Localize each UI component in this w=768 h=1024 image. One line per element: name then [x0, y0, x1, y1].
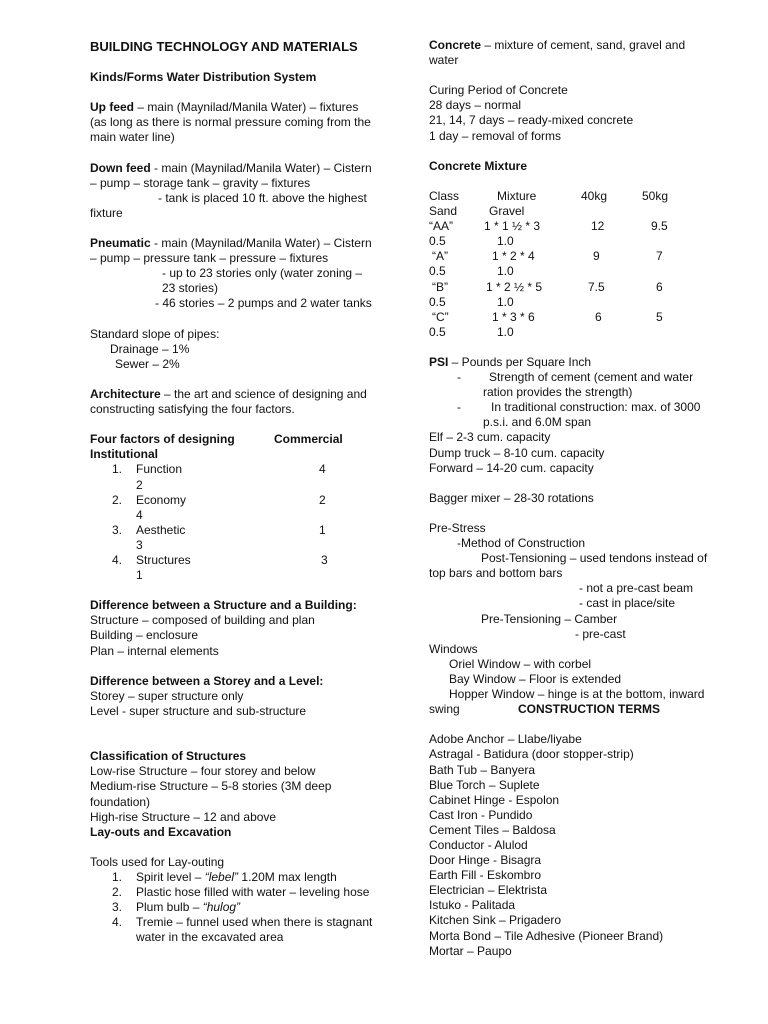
list-item: 4. Structures 3 [112, 553, 328, 567]
post-tensioning-cont: top bars and bottom bars [429, 566, 563, 581]
mixture-header-row [429, 189, 729, 204]
psi-bullet-2: - In traditional construction: max. of 3000 [457, 400, 701, 415]
list-item: 3. Plum bulb – “hulog” [112, 900, 241, 915]
upfeed-line-2: (as long as there is normal pressure coming from the [90, 115, 371, 130]
mixture-header-class: Class [429, 188, 460, 203]
list-item: 4. Tremie – funnel used when there is stagnant [112, 915, 373, 930]
layouts-heading: Lay-outs and Excavation [90, 824, 232, 839]
capacity-line-1: Elf – 2-3 cum. capacity [429, 430, 551, 445]
list-item: Conductor - Alulod [429, 837, 528, 852]
curing-heading: Curing Period of Concrete [429, 83, 568, 98]
list-item: 2. Plastic hose filled with water – leveling hose [112, 885, 370, 900]
curing-line-4: 1 day – removal of forms [429, 128, 562, 143]
psi-bullet-2-cont: p.s.i. and 6.0M span [483, 415, 592, 430]
list-item: Cement Tiles – Baldosa [429, 822, 556, 837]
construction-terms-list [429, 732, 729, 958]
construction-terms-heading: CONSTRUCTION TERMS [518, 702, 660, 717]
tools-heading: Tools used for Lay-outing [90, 854, 225, 869]
diff2-line-1: Storey – super structure only [90, 688, 244, 703]
concrete-line-2: water [429, 53, 459, 68]
concrete-line: Concrete – mixture of cement, sand, gravel and [429, 38, 686, 52]
curing-line-3: 21, 14, 7 days – ready-mixed concrete [429, 113, 634, 128]
upfeed-line: Up feed – main (Maynilad/Manila Water) – fixtures [90, 100, 359, 115]
mixture-header-row-2 [429, 204, 729, 219]
list-item: Adobe Anchor – Llabe/liyabe [429, 732, 582, 747]
factors-institutional: Institutional [90, 447, 158, 462]
kinds-heading: Kinds/Forms Water Distribution System [90, 70, 317, 84]
mixture-header-sand: Sand [429, 204, 458, 219]
prestress-note-3: - pre-cast [575, 626, 626, 641]
mixture-header-mixture: Mixture [497, 188, 537, 203]
classification-line-1: Low-rise Structure – four storey and below [90, 764, 316, 779]
list-item: 3. Aesthetic 1 [112, 522, 326, 537]
windows-bay: Bay Window – Floor is extended [449, 671, 622, 686]
diff1-line-2: Building – enclosure [90, 628, 199, 643]
windows-heading: Windows [429, 641, 478, 656]
list-item: Kitchen Sink – Prigadero [429, 913, 562, 928]
pneumatic-line-5: - 46 stories – 2 pumps and 2 water tanks [155, 296, 372, 311]
list-item: Astragal - Batidura (door stopper-strip) [429, 747, 634, 762]
table-row: “AA” 1 * 1 ½ * 3 12 9.5 [429, 219, 668, 234]
list-item: Electrician – Elektrista [429, 883, 548, 898]
list-item: Cabinet Hinge - Espolon [429, 792, 560, 807]
downfeed-line-3: - tank is placed 10 ft. above the highest [158, 190, 367, 205]
list-item: Morta Bond – Tile Adhesive (Pioneer Brand) [429, 928, 664, 943]
psi-bullet-1-cont: ration provides the strength) [483, 385, 633, 400]
list-item: Cast Iron - Pundido [429, 807, 533, 822]
slope-drainage: Drainage – 1% [110, 341, 190, 356]
diff1-line-1: Structure – composed of building and plan [90, 613, 315, 628]
capacity-line-3: Forward – 14-20 cum. capacity [429, 460, 594, 475]
table-row-sub: 0.5 1.0 [429, 234, 514, 249]
mixture-header-50kg: 50kg [642, 188, 669, 203]
table-row-sub: 0.5 1.0 [429, 294, 514, 309]
factors-list [90, 462, 390, 583]
mixture-header-gravel: Gravel [489, 204, 525, 219]
classification-line-2: Medium-rise Structure – 5-8 stories (3M deep [90, 779, 332, 794]
list-item-institutional: 4 [136, 507, 143, 522]
diff2-line-2: Level - super structure and sub-structure [90, 703, 307, 718]
table-row: “B” 1 * 2 ½ * 5 7.5 6 [432, 279, 663, 294]
diff1-heading: Difference between a Structure and a Building: [90, 598, 357, 613]
psi-line: PSI – Pounds per Square Inch [429, 354, 592, 369]
prestress-heading: Pre-Stress [429, 521, 486, 535]
slope-heading: Standard slope of pipes: [90, 326, 220, 341]
windows-hopper-cont: swing [429, 702, 460, 717]
prestress-note-1: - not a pre-cast beam [579, 581, 694, 596]
pneumatic-line-4: 23 stories) [162, 281, 219, 296]
architecture-line: Architecture – the art and science of designing and [90, 386, 367, 401]
capacity-line-2: Dump truck – 8-10 cum. capacity [429, 445, 605, 460]
list-item: 1. Spirit level – “lebel” 1.20M max length [112, 869, 337, 884]
table-row: “C” 1 * 3 * 6 6 5 [432, 309, 663, 324]
list-item: Mortar – Paupo [429, 943, 512, 958]
left-column [90, 38, 390, 945]
windows-hopper: Hopper Window – hinge is at the bottom, inward [449, 687, 705, 702]
architecture-line-2: constructing satisfying the four factors. [90, 402, 295, 417]
downfeed-line: Down feed - main (Maynilad/Manila Water) – Cistern [90, 160, 372, 175]
windows-oriel: Oriel Window – with corbel [449, 656, 592, 671]
factors-heading: Four factors of designing Commercial [90, 432, 343, 447]
psi-bullet-1: - Strength of cement (cement and water [457, 370, 694, 385]
right-column [429, 38, 729, 959]
classification-line-3: foundation) [90, 794, 151, 809]
list-item: Istuko - Palitada [429, 898, 516, 913]
downfeed-line-4: fixture [90, 205, 123, 220]
list-item: Earth Fill - Eskombro [429, 868, 542, 883]
list-item: Door Hinge - Bisagra [429, 853, 542, 868]
upfeed-line-3: main water line) [90, 130, 175, 145]
list-item-continued: water in the excavated area [136, 930, 284, 945]
classification-line-4: High-rise Structure – 12 and above [90, 809, 277, 824]
list-item-institutional: 2 [136, 477, 143, 492]
pre-tensioning: Pre-Tensioning – Camber [481, 611, 618, 626]
table-row-sub: 0.5 1.0 [429, 324, 514, 339]
slope-sewer: Sewer – 2% [115, 356, 180, 371]
list-item-institutional: 1 [136, 568, 143, 583]
classification-heading: Classification of Structures [90, 749, 247, 764]
post-tensioning: Post-Tensioning – used tendons instead of [481, 551, 708, 566]
prestress-note-2: - cast in place/site [579, 596, 676, 611]
pneumatic-line: Pneumatic - main (Maynilad/Manila Water) – Cistern [90, 236, 372, 251]
downfeed-line-2: – pump – storage tank – gravity – fixtures [90, 175, 311, 190]
table-row: “A” 1 * 2 * 4 9 7 [432, 249, 663, 264]
prestress-method: -Method of Construction [457, 536, 586, 551]
document-title: BUILDING TECHNOLOGY AND MATERIALS [90, 39, 358, 54]
mixture-heading: Concrete Mixture [429, 158, 528, 173]
list-item: 2. Economy 2 [112, 492, 326, 507]
mixture-table [429, 189, 729, 340]
curing-line-2: 28 days – normal [429, 98, 522, 113]
list-item: Blue Torch – Suplete [429, 777, 540, 792]
list-item: Bath Tub – Banyera [429, 762, 536, 777]
list-item: 1. Function 4 [112, 462, 326, 477]
pneumatic-line-3: - up to 23 stories only (water zoning – [162, 266, 363, 281]
pneumatic-line-2: – pump – pressure tank – pressure – fixtures [90, 251, 329, 266]
diff2-heading: Difference between a Storey and a Level: [90, 673, 324, 688]
mixture-header-40kg: 40kg [581, 188, 608, 203]
diff1-line-3: Plan – internal elements [90, 643, 219, 658]
table-row-sub: 0.5 1.0 [429, 264, 514, 279]
bagger-line: Bagger mixer – 28-30 rotations [429, 490, 594, 505]
list-item-institutional: 3 [136, 537, 143, 552]
